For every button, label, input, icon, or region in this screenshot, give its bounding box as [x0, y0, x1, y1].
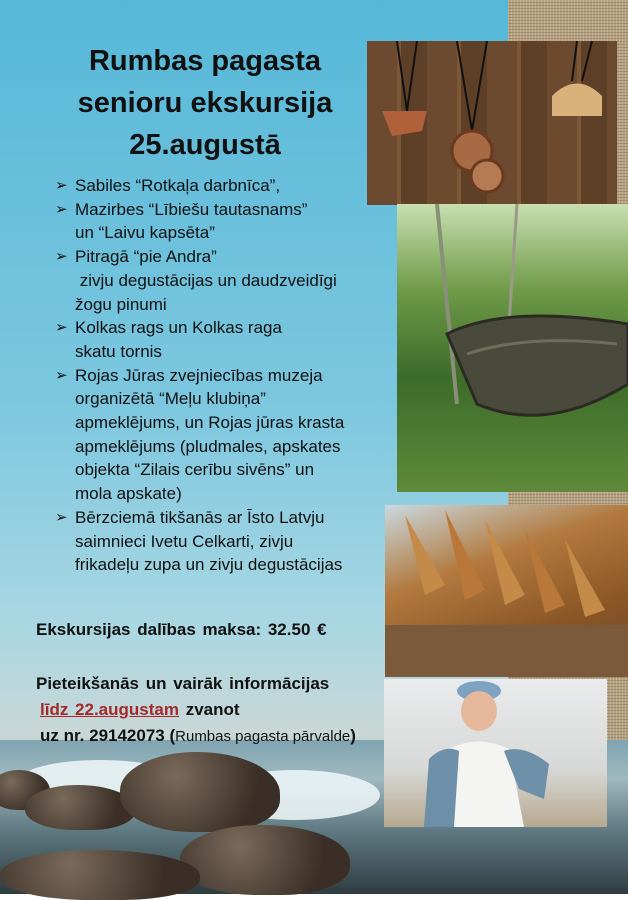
title-line: senioru ekskursija: [77, 87, 333, 119]
office-name: Rumbas pagasta pārvalde: [175, 728, 351, 745]
host-woman-photo: [384, 679, 607, 827]
signup-info: Pieteikšanās un vairāk informācijas: [36, 674, 330, 693]
item-text: mola apskate): [75, 484, 182, 504]
arrow-bullet-icon: ➢: [55, 508, 68, 526]
item-text: žogu pinumi: [75, 294, 167, 314]
title-line: 25.augustā: [129, 129, 281, 161]
woman-illustration: [384, 679, 607, 827]
item-text: frikadeļu zupa un zivju degustācijas: [75, 555, 343, 575]
item-text: Kolkas rags un Kolkas raga: [75, 318, 282, 338]
rock: [120, 752, 280, 832]
item-text: saimnieci Ivetu Celkarti, zivju: [75, 531, 294, 551]
itinerary-list: [55, 174, 390, 577]
item-text: Rojas Jūras zvejniecības muzeja: [75, 365, 323, 385]
call-text: zvanot: [178, 700, 240, 719]
poster-title: [40, 40, 370, 166]
item-text: Sabiles “Rotkaļa darbnīca”,: [75, 176, 281, 195]
item-text: organizētā “Meļu klubiņa”: [75, 389, 266, 409]
item-text: un “Laivu kapsēta”: [75, 223, 215, 243]
fish-illustration: [385, 505, 628, 677]
item-text: Mazirbes “Lībiešu tautasnams”: [75, 199, 308, 219]
item-text: apmeklējums, un Rojas jūras krasta: [75, 413, 345, 433]
deadline-date: līdz 22.augustam: [40, 700, 179, 719]
pendants-illustration: [367, 41, 617, 205]
itinerary-item: [55, 174, 390, 198]
phone-suffix: ): [350, 726, 356, 745]
phone-number: uz nr. 29142073 (: [40, 726, 176, 745]
item-text: Pitragā “pie Andra”: [75, 247, 217, 267]
item-text: apmeklējums (pludmales, apskates: [75, 436, 341, 456]
phone-line: [40, 726, 356, 746]
boat-illustration: [397, 204, 628, 492]
item-text: zivju degustācijas un daudzveidīgi: [75, 270, 337, 290]
arrow-bullet-icon: ➢: [55, 366, 68, 384]
arrow-bullet-icon: ➢: [55, 177, 68, 194]
item-text: objekta “Zilais cerību sivēns” un: [75, 460, 315, 480]
price-text: Ekskursijas dalības maksa: 32.50 €: [36, 620, 327, 639]
pendants-photo: [367, 41, 617, 205]
title-line: Rumbas pagasta: [88, 45, 322, 77]
arrow-bullet-icon: ➢: [55, 248, 68, 266]
item-text: skatu tornis: [75, 341, 162, 361]
itinerary-item: [55, 506, 390, 577]
itinerary-item: [55, 316, 390, 363]
dried-fish-photo: [385, 505, 628, 677]
rock: [25, 785, 135, 830]
item-text: Bērzciemā tikšanās ar Īsto Latvju: [75, 507, 325, 527]
arrow-bullet-icon: ➢: [55, 319, 68, 337]
rock: [0, 850, 200, 900]
deadline-line: [40, 700, 240, 720]
boat-forest-photo: [397, 204, 628, 492]
itinerary-item: [55, 364, 390, 506]
itinerary-item: [55, 245, 390, 316]
arrow-bullet-icon: ➢: [55, 200, 68, 218]
itinerary-item: [55, 198, 390, 245]
rock: [180, 825, 350, 895]
